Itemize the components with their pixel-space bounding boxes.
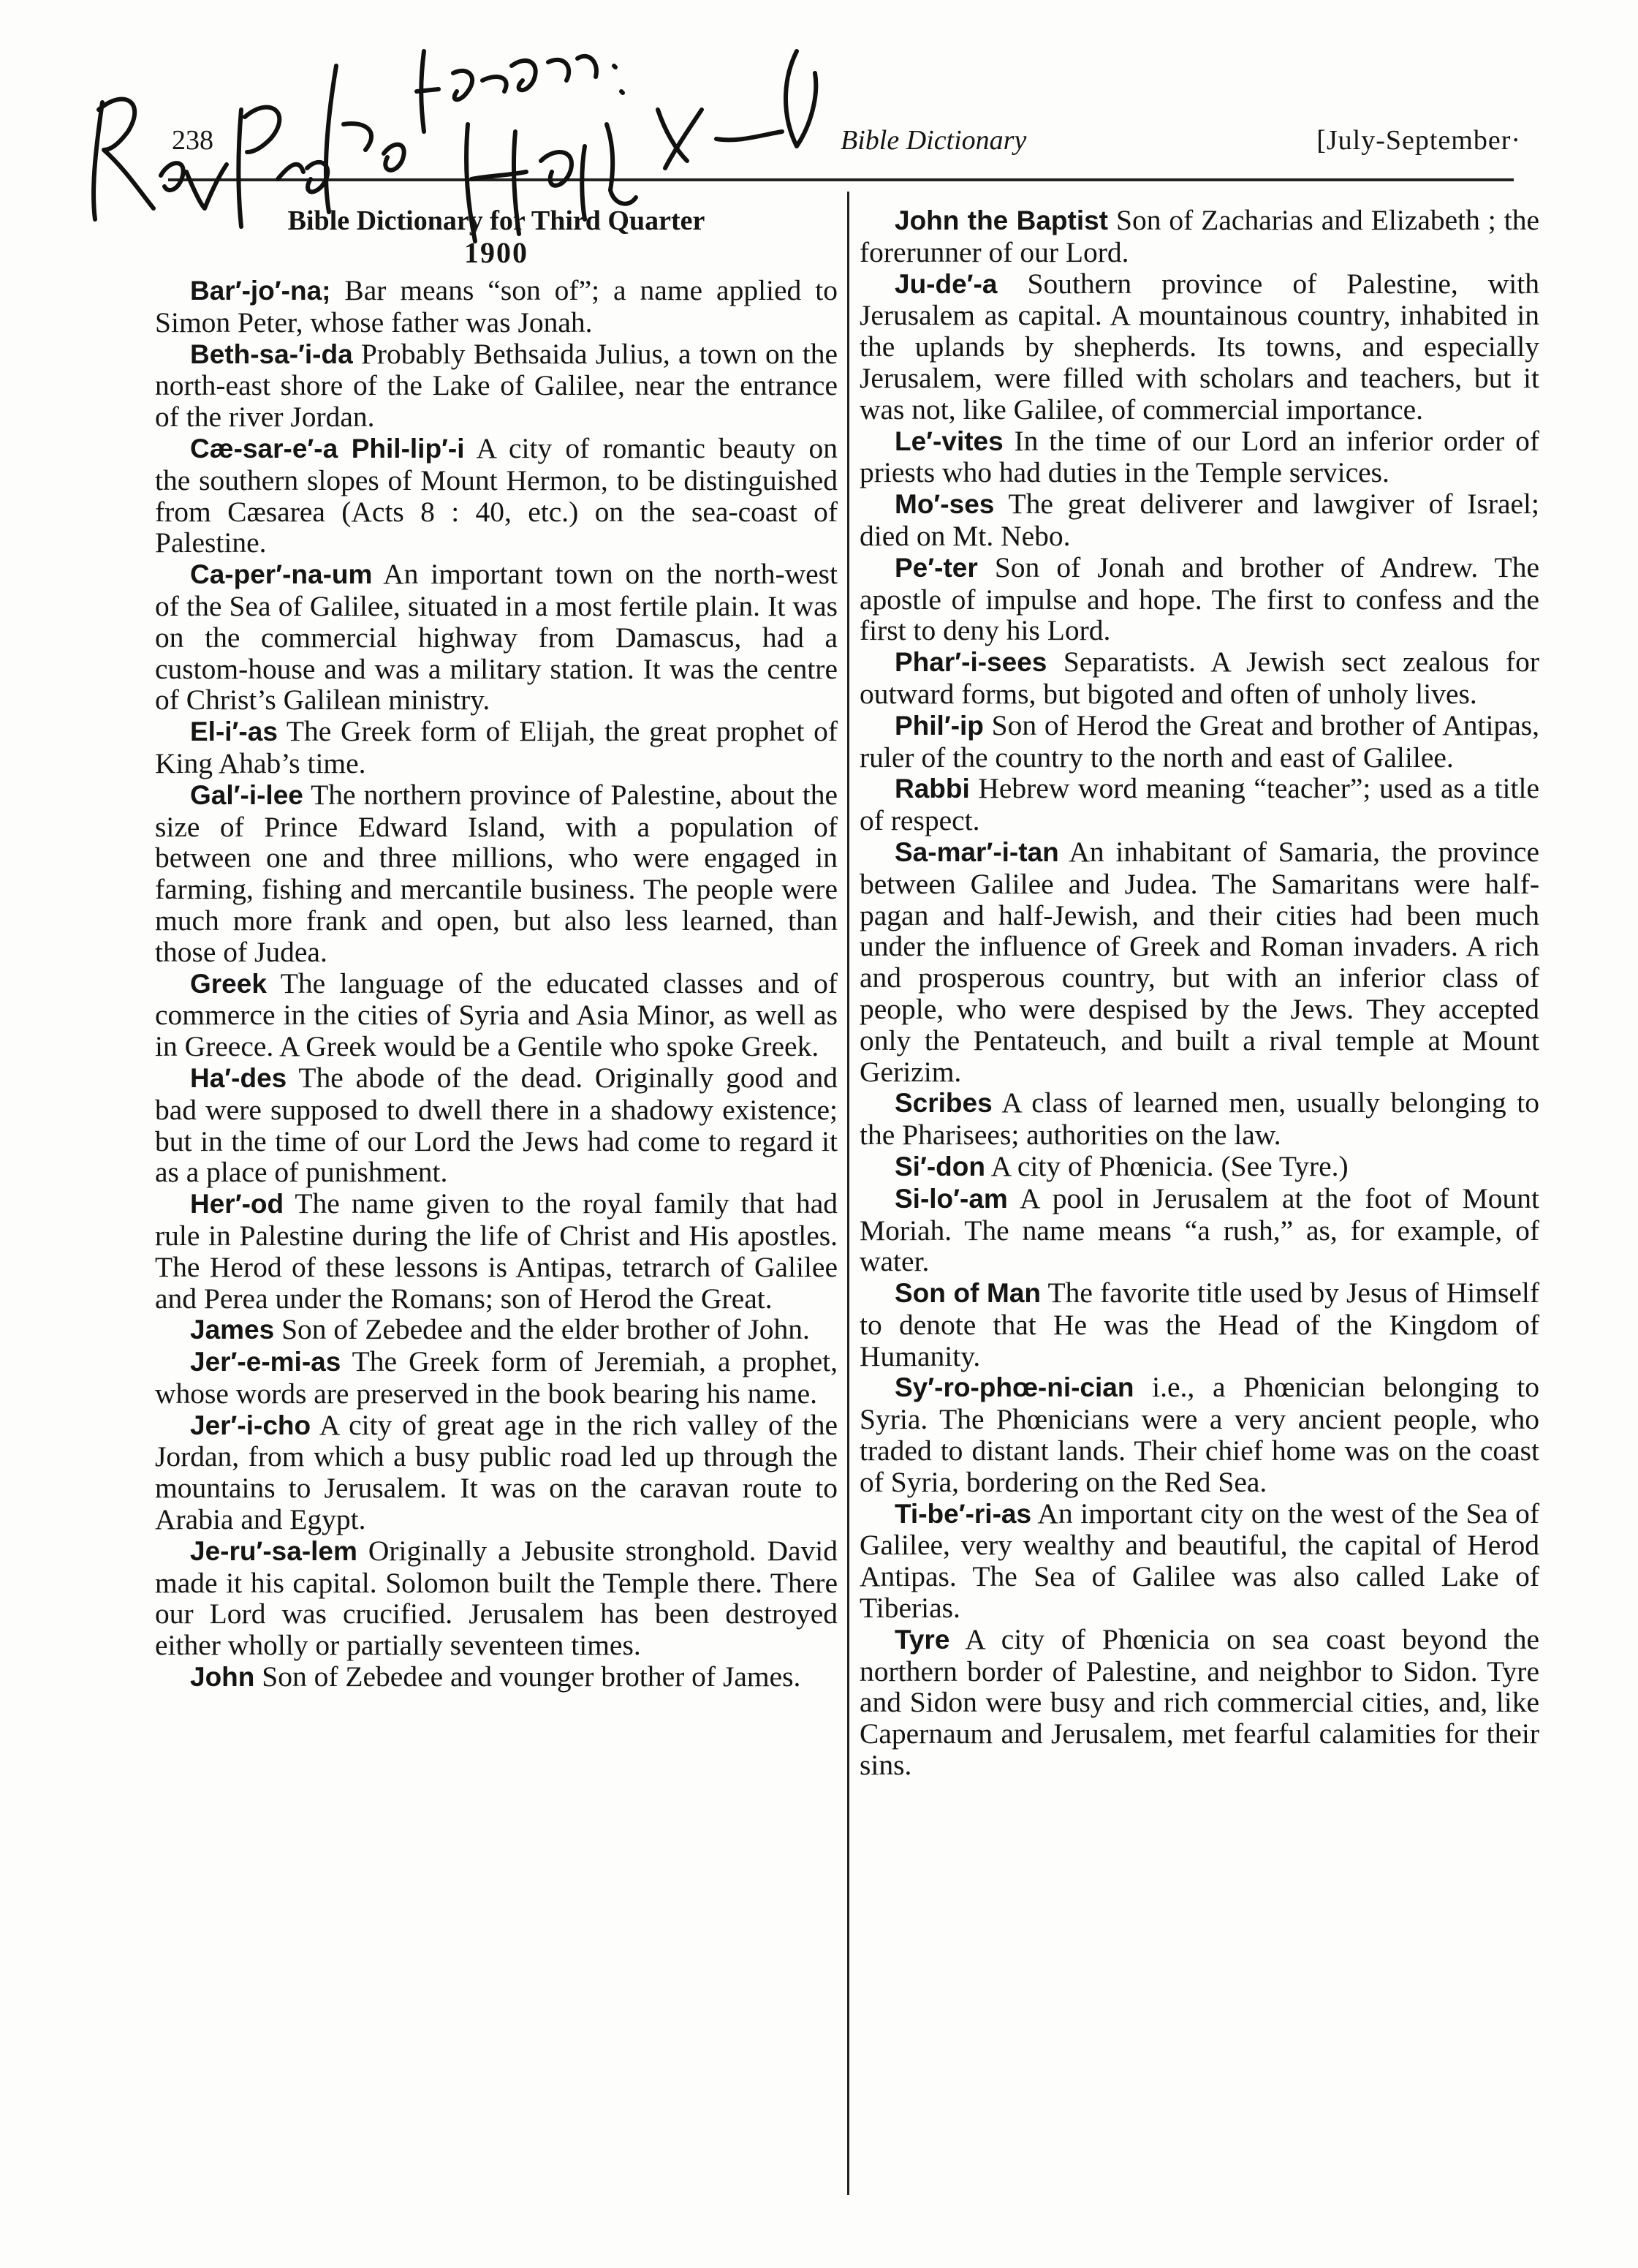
entry-term: Her′-od <box>190 1189 284 1220</box>
dictionary-entry <box>155 779 838 968</box>
dictionary-entry <box>155 1661 838 1693</box>
quarter-label: [July-September· <box>1316 125 1521 156</box>
dictionary-entry <box>155 1346 838 1410</box>
entry-term: John <box>190 1662 255 1693</box>
dictionary-entry <box>860 1087 1539 1151</box>
entry-term: Le′-vites <box>895 426 1004 456</box>
dictionary-entry <box>155 339 838 433</box>
entry-term: Ca-per′-na-um <box>190 559 373 590</box>
entry-term: Sy′-ro-phœ-ni-cian <box>895 1372 1134 1403</box>
dictionary-entry <box>155 1062 838 1188</box>
running-title: Bible Dictionary <box>841 125 1027 156</box>
entry-definition: An important city on the west of the Sea of Galilee, very wealthy and beautiful, the capital of Herod Antipas. The Sea of Galilee was also called Lake of Tiberias. <box>860 1497 1539 1625</box>
entry-definition: Son of Zebedee and the elder brother of John. <box>274 1313 810 1346</box>
entry-definition: Hebrew word meaning “teacher”; used as a title of respect. <box>860 772 1539 837</box>
entry-term: Bar′-jo′-na; <box>190 276 331 306</box>
entry-definition: An inhabitant of Samaria, the province between Galilee and Judea. The Samaritans were half-pagan and half-Jewish, and their cities had been much under the influence of Greek and Roman invaders. A rich and prosperous country, but with an inferior class of people, who were despised by the Jews. They accepted only the Pentateuch, and built a rival temple at Mount Gerizim. <box>860 835 1539 1088</box>
dictionary-entry <box>860 1498 1539 1624</box>
entry-definition: The Greek form of Jeremiah, a prophet, whose words are preserved in the book bearing his name. <box>155 1345 838 1410</box>
header-rule <box>168 178 1514 181</box>
dictionary-entry <box>860 1372 1539 1497</box>
entry-definition: A city of great age in the rich valley of the Jordan, from which a busy public road led up through the mountains to Jerusalem. It was on the caravan route to Arabia and Egypt. <box>155 1408 838 1536</box>
dictionary-entry <box>860 1151 1539 1183</box>
dictionary-entry <box>155 1188 838 1314</box>
dictionary-entry <box>860 1183 1539 1277</box>
entry-definition: In the time of our Lord an inferior order of priests who had duties in the Temple services. <box>860 424 1539 489</box>
entry-definition: A city of Phœnicia. (See Tyre.) <box>985 1149 1349 1182</box>
entry-definition: The name given to the royal family that had rule in Palestine during the life of Christ and His apostles. The Herod of these lessons is Antipas, tetrarch of Galilee and Perea under the Romans; son of Herod the Great. <box>155 1187 838 1315</box>
right-column <box>860 205 1539 1781</box>
entry-term: Jer′-i-cho <box>190 1410 311 1440</box>
entry-definition: The language of the educated classes and of commerce in the cities of Syria and Asia Minor, as well as in Greece. A Greek would be a Gentile who spoke Greek. <box>155 967 838 1063</box>
entry-term: Scribes <box>895 1088 993 1119</box>
entry-term: Cæ-sar-e′-a Phil-lip′-i <box>190 433 465 464</box>
dictionary-entry <box>860 426 1539 489</box>
dictionary-entry <box>860 268 1539 426</box>
dictionary-entry <box>860 552 1539 646</box>
entry-term: Gal′-i-lee <box>190 779 303 810</box>
dictionary-entry <box>155 716 838 779</box>
entry-definition: Son of Herod the Great and brother of Antipas, ruler of the country to the north and east of Galilee. <box>860 708 1539 774</box>
entry-definition: Bar means “son of”; a name applied to Simon Peter, whose father was Jonah. <box>155 274 838 339</box>
entry-definition: The favorite title used by Jesus of Himself to denote that He was the Head of the Kingdom of Humanity. <box>860 1277 1539 1372</box>
entry-definition: A city of Phœnicia on sea coast beyond the northern border of Palestine, and neighbor to Sidon. Tyre and Sidon were busy and rich commercial cities, and, like Capernaum and Jerusalem, met fearful calamities for their sins. <box>860 1622 1539 1782</box>
dictionary-entry <box>860 710 1539 774</box>
entry-definition: The great deliverer and lawgiver of Israel; died on Mt. Nebo. <box>860 488 1539 552</box>
entry-term: Tyre <box>895 1624 950 1655</box>
entry-definition: Son of Jonah and brother of Andrew. The apostle of impulse and hope. The first to confess and the first to deny his Lord. <box>860 551 1539 647</box>
dictionary-entry <box>860 646 1539 710</box>
dictionary-entry <box>860 1624 1539 1781</box>
entry-definition: Separatists. A Jewish sect zealous for outward forms, but bigoted and often of unholy lives. <box>860 646 1539 710</box>
dictionary-entry <box>155 559 838 716</box>
title-year: 1900 <box>464 236 528 269</box>
entry-definition: Originally a Jebusite stronghold. David made it his capital. Solomon built the Temple there. There our Lord was crucified. Jerusalem has been destroyed either wholly or partially seventeen times. <box>155 1534 838 1662</box>
entry-term: Ti-be′-ri-as <box>895 1498 1032 1529</box>
entry-term: Phar′-i-sees <box>895 647 1047 678</box>
dictionary-entry <box>155 1314 838 1346</box>
entry-term: Sa-mar′-i-tan <box>895 836 1059 867</box>
dictionary-entry <box>860 205 1539 268</box>
dictionary-entry <box>155 1410 838 1535</box>
entry-definition: The abode of the dead. Originally good and bad were supposed to dwell there in a shadowy existence; but in the time of our Lord the Jews had come to regard it as a place of punishment. <box>155 1061 838 1189</box>
entry-term: John the Baptist <box>895 205 1109 235</box>
column-divider <box>847 192 849 2195</box>
entry-definition: Son of Zebedee and vounger brother of James. <box>254 1660 801 1693</box>
entry-definition: The northern province of Palestine, about the size of Prince Edward Island, with a population of between one and three millions, who were engaged in farming, fishing and mercantile business. The people were much more frank and open, but also less learned, than those of Judea. <box>155 778 838 968</box>
article-title <box>155 205 838 269</box>
entry-term: Si-lo′-am <box>895 1183 1008 1214</box>
dictionary-entry <box>155 433 838 559</box>
dictionary-entry <box>860 836 1539 1087</box>
entry-term: Rabbi <box>895 774 970 804</box>
entry-definition: Southern province of Palestine, with Jerusalem as capital. A mountainous country, inhabited in the uplands by shepherds. Its towns, and especially Jerusalem, were filled with scholars and teachers, but it was not, like Galilee, of commercial importance. <box>860 267 1539 426</box>
entry-term: James <box>190 1315 275 1345</box>
dictionary-entry <box>860 773 1539 836</box>
entry-term: Pe′-ter <box>895 552 978 583</box>
page-number: 238 <box>172 125 213 156</box>
entry-definition: A city of romantic beauty on the southern slopes of Mount Hermon, to be distinguished from Cæsarea (Acts 8 : 40, etc.) on the sea-coast of Palestine. <box>155 431 838 559</box>
dictionary-entry <box>155 968 838 1062</box>
dictionary-entry <box>155 275 838 339</box>
entry-term: Beth-sa-′i-da <box>190 339 353 369</box>
entry-definition: A class of learned men, usually belonging to the Pharisees; authorities on the law. <box>860 1086 1539 1152</box>
dictionary-entry <box>155 1535 838 1661</box>
entry-term: El-i′-as <box>190 717 278 747</box>
entry-term: Son of Man <box>895 1278 1042 1309</box>
entry-term: Phil′-ip <box>895 710 984 741</box>
entry-definition: An important town on the north-west of the Sea of Galilee, situated in a most fertile plain. It was on the commercial highway from Damascus, had a custom-house and was a military station. It was the centre of Christ’s Galilean ministry. <box>155 558 838 717</box>
entry-definition: The Greek form of Elijah, the great prophet of King Ahab’s time. <box>155 715 838 779</box>
entry-definition: Probably Bethsaida Julius, a town on the north-east shore of the Lake of Galilee, near the entrance of the river Jordan. <box>155 337 838 434</box>
entry-term: Jer′-e-mi-as <box>190 1347 341 1377</box>
entry-definition: i.e., a Phœnician belonging to Syria. The Phœnicians were a very ancient people, who traded to distant lands. Their chief home was on the coast of Syria, bordering on the Red Sea. <box>860 1371 1539 1498</box>
entry-term: Mo′-ses <box>895 489 995 520</box>
entry-definition: A pool in Jerusalem at the foot of Mount Moriah. The name means “a rush,” as, for example, of water. <box>860 1182 1539 1278</box>
entry-term: Si′-don <box>895 1151 985 1182</box>
page-header <box>88 124 1521 168</box>
entry-term: Ha′-des <box>190 1062 287 1093</box>
title-text: Bible Dictionary for Third Quarter <box>287 205 705 236</box>
entry-term: Ju-de′-a <box>895 268 998 299</box>
entry-term: Je-ru′-sa-lem <box>190 1535 357 1566</box>
entry-definition: Son of Zacharias and Elizabeth ; the forerunner of our Lord. <box>860 204 1539 268</box>
left-column <box>155 205 838 1693</box>
dictionary-entry <box>860 1277 1539 1372</box>
dictionary-entry <box>860 488 1539 552</box>
entry-term: Greek <box>190 968 267 999</box>
